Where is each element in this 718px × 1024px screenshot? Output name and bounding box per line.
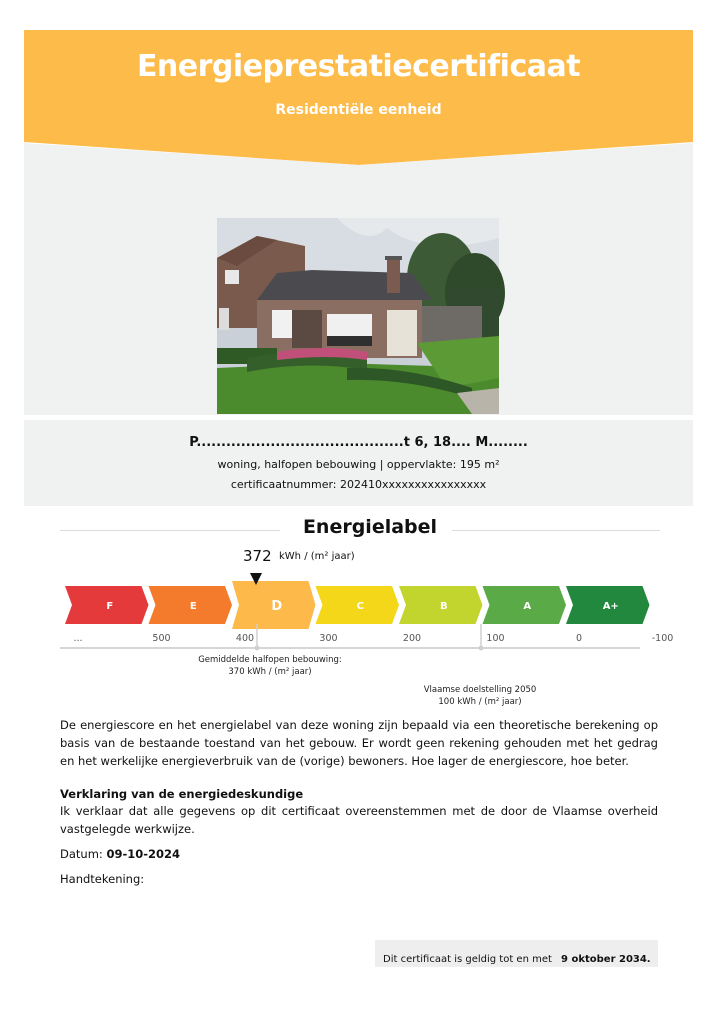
energy-class-label: D (271, 599, 283, 614)
address-box (24, 420, 693, 506)
certificate-title: Energieprestatiecertificaat (136, 49, 581, 84)
date-value: 09-10-2024 (106, 847, 180, 861)
target-note-line1: Vlaamse doelstelling 2050 (423, 685, 537, 695)
validity-box (375, 940, 658, 967)
heading-rule-right (452, 530, 660, 531)
energy-score-value: 372 (243, 547, 272, 565)
scale-tick-label: 500 (152, 633, 171, 644)
date-label: Datum: (60, 847, 103, 861)
scale-tick-label: 300 (319, 633, 338, 644)
energy-class-label: E (189, 601, 197, 612)
average-note-line2: 370 kWh / (m² jaar) (228, 667, 312, 677)
scale-tick-label: 0 (575, 633, 583, 644)
energy-scale-graphic (60, 568, 674, 688)
date-line (60, 845, 658, 863)
average-note (190, 654, 350, 678)
property-details: woning, halfopen bebouwing | oppervlakte: 195 m² (217, 458, 500, 471)
energy-class-label: A+ (602, 601, 619, 612)
explanation-paragraph: De energiescore en het energielabel van deze woning zijn bepaald via een theoretische berekening op basis van de bestaande toestand van het gebouw. Er wordt geen rekening gehouden met het gedrag en het werkelijke energieverbruik van de (vorige) bewoners. Hoe lager de energiescore, hoe beter. (60, 718, 658, 768)
declaration-text: Ik verklaar dat alle gegevens op dit certificaat overeenstemmen met de door de Vlaamse overheid vastgelegde werkwijze. (60, 804, 658, 836)
energy-class-label: B (439, 601, 448, 612)
energy-label-heading: Energielabel (302, 516, 438, 538)
heading-rule-left (60, 530, 280, 531)
scale-tick-label: -100 (651, 633, 674, 644)
scale-tick-label: ... (73, 633, 83, 644)
energy-class-label: A (523, 601, 532, 612)
scale-tick-label: 400 (235, 633, 255, 644)
scale-tick-label: 200 (402, 633, 422, 644)
energy-class-label: C (356, 601, 364, 612)
validity-prefix: Dit certificaat is geldig tot en met (383, 954, 552, 965)
certificate-number: certificaatnummer: 202410xxxxxxxxxxxxxxxx (230, 478, 487, 491)
energy-class-label: F (106, 601, 114, 612)
average-marker-dot (255, 646, 260, 651)
scale-tick-label: 100 (486, 633, 505, 644)
energy-score-unit: kWh / (m² jaar) (279, 551, 355, 562)
certificate-subtitle: Residentiële eenheid (275, 102, 442, 118)
target-marker-dot (479, 646, 484, 651)
address-street: P..........................................t 6, 18.... M........ (189, 435, 528, 450)
declaration-heading: Verklaring van de energiedeskundige (60, 787, 304, 801)
average-note-line1: Gemiddelde halfopen bebouwing: (198, 655, 342, 665)
target-note-line2: 100 kWh / (m² jaar) (438, 697, 522, 707)
house-photo (217, 218, 499, 414)
validity-date: 9 oktober 2034. (561, 954, 651, 965)
energy-scale (60, 568, 674, 688)
target-note (415, 684, 545, 708)
signature-label: Handtekening: (60, 872, 145, 886)
